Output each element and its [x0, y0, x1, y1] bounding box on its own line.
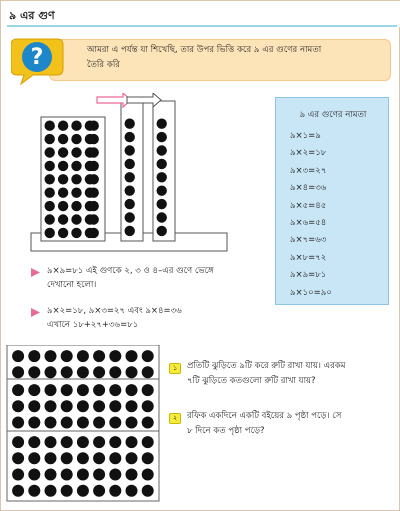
- dot: [12, 452, 24, 464]
- dot: [89, 188, 99, 198]
- dot: [77, 366, 89, 378]
- exercise-line: প্রতিটি ঝুড়িতে ৯টি করে রুটি রাখা যায়। এরকম: [187, 361, 346, 371]
- dot: [126, 469, 138, 481]
- dot: [109, 485, 121, 497]
- dot: [89, 228, 99, 238]
- dot: [12, 350, 24, 362]
- dot: [93, 452, 105, 464]
- dot: [71, 228, 81, 238]
- dot: [125, 119, 135, 129]
- dot: [45, 134, 55, 144]
- dot: [77, 350, 89, 362]
- exercise-2: [187, 409, 397, 439]
- dot: [93, 366, 105, 378]
- question-line-2: তৈরি করি: [87, 60, 121, 70]
- dot: [71, 134, 81, 144]
- dot: [45, 174, 55, 184]
- dot-block-right: [157, 119, 167, 237]
- dot: [71, 201, 81, 211]
- question-bubble-icon: [11, 35, 67, 85]
- dot: [77, 436, 89, 448]
- dot: [28, 350, 40, 362]
- svg-text:?: ?: [30, 45, 44, 70]
- dot: [109, 384, 121, 396]
- dot: [93, 436, 105, 448]
- dot: [157, 199, 167, 209]
- note-decomposition: [47, 264, 272, 292]
- dot: [126, 350, 138, 362]
- dot: [58, 174, 68, 184]
- dot: [142, 384, 154, 396]
- dot: [89, 161, 99, 171]
- dot: [28, 384, 40, 396]
- dot: [12, 485, 24, 497]
- dot: [109, 436, 121, 448]
- dot: [12, 417, 24, 429]
- dot: [142, 400, 154, 412]
- exercise-number-badge: ১: [169, 363, 181, 374]
- dot: [142, 417, 154, 429]
- dot: [45, 228, 55, 238]
- dot: [58, 201, 68, 211]
- dot: [45, 121, 55, 131]
- dot: [157, 145, 167, 155]
- dot: [77, 417, 89, 429]
- dot: [109, 469, 121, 481]
- exercise-line: রফিক একদিনে একটি বইয়ের ৯ পৃষ্ঠা পড়ে। সে: [187, 411, 342, 421]
- dot: [45, 350, 57, 362]
- dot: [58, 228, 68, 238]
- basket-dot-block: [12, 384, 154, 428]
- exercise-1: [187, 359, 397, 389]
- dot: [28, 417, 40, 429]
- dot: [45, 400, 57, 412]
- dot: [58, 188, 68, 198]
- dot: [45, 188, 55, 198]
- dot: [45, 469, 57, 481]
- dot: [142, 366, 154, 378]
- dot-block-middle: [125, 119, 135, 237]
- dot: [45, 452, 57, 464]
- dot: [142, 469, 154, 481]
- dot: [71, 188, 81, 198]
- table-row: ৯×৬=৫৪: [290, 217, 327, 228]
- dot: [71, 161, 81, 171]
- question-text: [87, 43, 387, 73]
- question-line-1: আমরা এ পর্যন্ত যা শিখেছি, তার উপর ভিত্তি করে ৯ এর গুণের নামতা: [87, 45, 322, 55]
- dot: [12, 384, 24, 396]
- dot: [12, 436, 24, 448]
- dot: [109, 366, 121, 378]
- dot: [126, 436, 138, 448]
- dot: [58, 161, 68, 171]
- multiplication-table-panel: [275, 97, 389, 305]
- note-sum: [47, 304, 272, 332]
- dot: [126, 417, 138, 429]
- dot: [157, 186, 167, 196]
- dot: [77, 469, 89, 481]
- header-divider: [7, 25, 397, 27]
- dot: [61, 436, 73, 448]
- dot: [125, 159, 135, 169]
- dot: [142, 436, 154, 448]
- dot: [125, 186, 135, 196]
- dot: [126, 400, 138, 412]
- dot: [77, 452, 89, 464]
- note-line: ৯×৯=৮১ এই গুণকে ২, ৩ ও ৪–এর গুণে ভেঙ্গে: [47, 266, 214, 276]
- dot: [58, 134, 68, 144]
- dot: [12, 366, 24, 378]
- dot: [77, 485, 89, 497]
- note-line: এখানে ১৮+২৭+৩৬=৮১: [47, 320, 139, 330]
- dot: [45, 485, 57, 497]
- dot: [157, 119, 167, 129]
- dot: [142, 452, 154, 464]
- dot: [28, 469, 40, 481]
- dot: [93, 485, 105, 497]
- dot: [45, 161, 55, 171]
- dot: [125, 172, 135, 182]
- dot: [89, 147, 99, 157]
- table-row: ৯×৯=৮১: [290, 270, 327, 281]
- move-arrow-icon: [97, 93, 131, 107]
- dot: [58, 121, 68, 131]
- dot: [142, 485, 154, 497]
- dot: [28, 400, 40, 412]
- dot: [45, 214, 55, 224]
- dot: [12, 400, 24, 412]
- dot: [71, 174, 81, 184]
- table-row: ৯×১০=৯০: [290, 287, 332, 298]
- dot: [45, 366, 57, 378]
- table-row: ৯×২=১৮: [290, 148, 327, 159]
- note-line: ৯×২=১৮, ৯×৩=২৭ এবং ৯×৪=৩৬: [47, 306, 182, 316]
- dot: [109, 350, 121, 362]
- dot: [45, 147, 55, 157]
- table-row: ৯×৮=৭২: [290, 252, 327, 263]
- dot: [93, 469, 105, 481]
- dot: [89, 214, 99, 224]
- dot: [125, 199, 135, 209]
- dot: [89, 201, 99, 211]
- note-marker-icon: [31, 268, 40, 277]
- dot: [45, 417, 57, 429]
- dot: [61, 366, 73, 378]
- table-row: ৯×৪=৩৬: [290, 183, 327, 194]
- dot: [109, 417, 121, 429]
- basket-dot-grids: [5, 345, 161, 503]
- dot: [12, 469, 24, 481]
- dot: [125, 132, 135, 142]
- dot: [125, 226, 135, 236]
- note-line: দেখানো হলো।: [47, 280, 97, 290]
- exercise-line: ৮ দিনে কত পৃষ্ঠা পড়ে?: [187, 426, 265, 436]
- dot: [109, 400, 121, 412]
- dot: [93, 417, 105, 429]
- dot: [28, 452, 40, 464]
- dot: [93, 384, 105, 396]
- dot: [157, 226, 167, 236]
- exercise-number-badge: ২: [169, 413, 181, 424]
- dot: [93, 400, 105, 412]
- dot: [126, 452, 138, 464]
- dot: [77, 384, 89, 396]
- dot-block-extra: [89, 121, 99, 239]
- dot: [157, 212, 167, 222]
- dot: [61, 400, 73, 412]
- dot: [71, 214, 81, 224]
- exercise-line: ৭টি ঝুড়িতে কতগুলো রুটি রাখা যায়?: [187, 376, 316, 386]
- dot: [71, 147, 81, 157]
- dot: [45, 384, 57, 396]
- dot: [61, 384, 73, 396]
- dot: [61, 350, 73, 362]
- dot: [61, 485, 73, 497]
- dot: [77, 400, 89, 412]
- dot: [157, 159, 167, 169]
- table-panel-title: ৯ এর গুণের নামতা: [299, 110, 367, 120]
- dot: [93, 350, 105, 362]
- dot: [28, 436, 40, 448]
- dot: [157, 132, 167, 142]
- note-marker-icon: [31, 308, 40, 317]
- dot: [109, 452, 121, 464]
- page-header: [1, 1, 400, 27]
- chapter-title: ৯ এর গুণ: [9, 9, 55, 22]
- dot: [58, 214, 68, 224]
- dot: [28, 366, 40, 378]
- dot: [61, 469, 73, 481]
- dot: [45, 201, 55, 211]
- table-row: ৯×১=৯: [290, 131, 321, 141]
- question-prompt: [11, 35, 393, 85]
- dot: [126, 366, 138, 378]
- dot: [28, 485, 40, 497]
- dot: [142, 350, 154, 362]
- table-rows: [290, 128, 332, 302]
- dot: [61, 452, 73, 464]
- dot: [71, 121, 81, 131]
- dot: [89, 121, 99, 131]
- dot: [89, 174, 99, 184]
- dot: [58, 147, 68, 157]
- table-row: ৯×৭=৬৩: [290, 235, 327, 246]
- dot: [89, 134, 99, 144]
- dot: [61, 417, 73, 429]
- dot: [126, 384, 138, 396]
- dot: [126, 485, 138, 497]
- table-row: ৯×৫=৪৫: [290, 200, 327, 211]
- dot: [45, 436, 57, 448]
- table-row: ৯×৩=২৭: [290, 165, 327, 176]
- dot: [157, 172, 167, 182]
- dot: [125, 145, 135, 155]
- dot-array-figure: [27, 93, 237, 261]
- dot: [125, 212, 135, 222]
